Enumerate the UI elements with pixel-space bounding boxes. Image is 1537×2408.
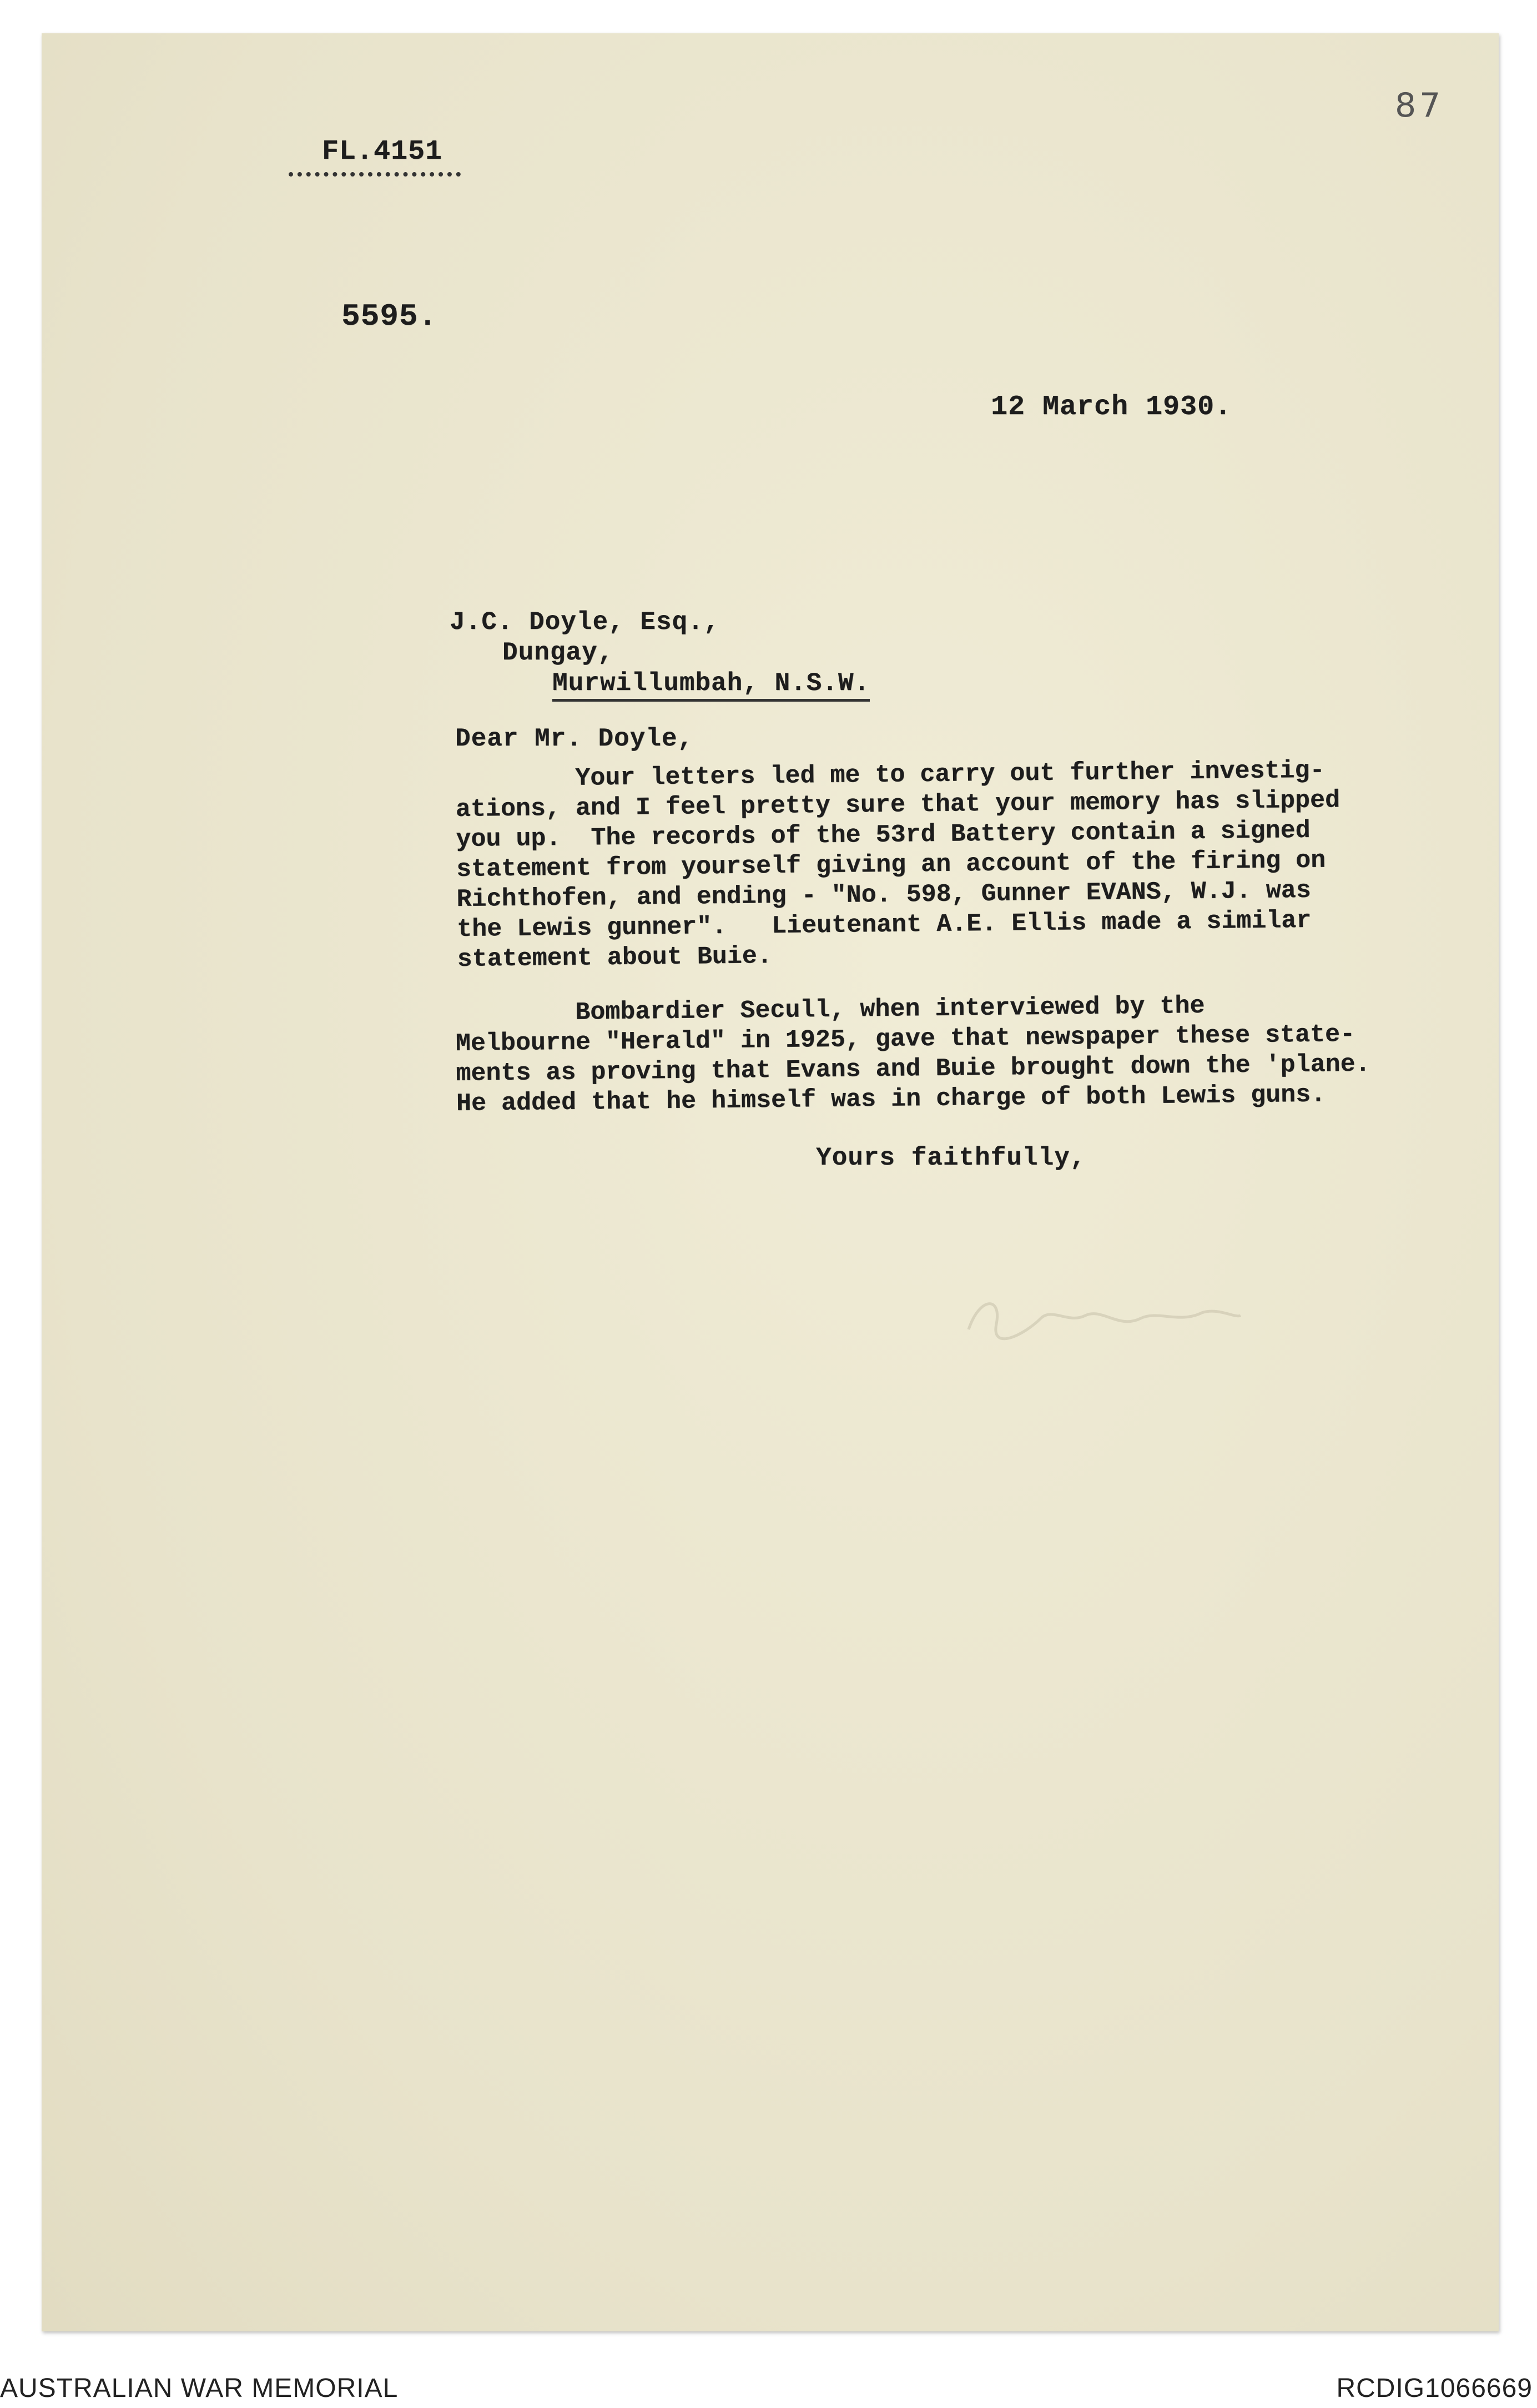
letter-date: 12 March 1930. [991,391,1232,423]
page-number: 87 [1395,86,1444,125]
closing: Yours faithfully, [816,1143,1086,1172]
faint-signature [958,1285,1246,1352]
footer-record-id: RCDIG1066669 [1336,2374,1533,2403]
letter-number: 5595. [341,299,438,334]
address-line-3: Murwillumbah, N.S.W. [552,669,870,702]
footer-archive-name: AUSTRALIAN WAR MEMORIAL [0,2374,399,2403]
paragraph-1: Your letters led me to carry out further investig- ations, and I feel pretty sure that your memory has slipped you up. The records of the 53rd Battery contain a signed statement from yourself giving an account of the firing on Richthofen, and ending - "No. 598, Gunner EVANS, W.J. was the Lewis gunner". Lieutenant A.E. Ellis made a similar statement about Buie. [455,756,1341,974]
reference-underline [289,172,461,177]
file-reference: FL.4151 [322,136,443,168]
paragraph-2: Bombardier Secull, when interviewed by the Melbourne "Herald" in 1925, gave that newspaper these state- ments as proving that Evans and Buie brought down the 'plane. He added that he himself was in charge of both Lewis guns. [455,991,1370,1118]
address-line-2: Dungay, [502,638,614,667]
letter-page [42,33,1499,2331]
salutation: Dear Mr. Doyle, [455,724,694,753]
address-line-1: J.C. Doyle, Esq., [450,608,720,637]
